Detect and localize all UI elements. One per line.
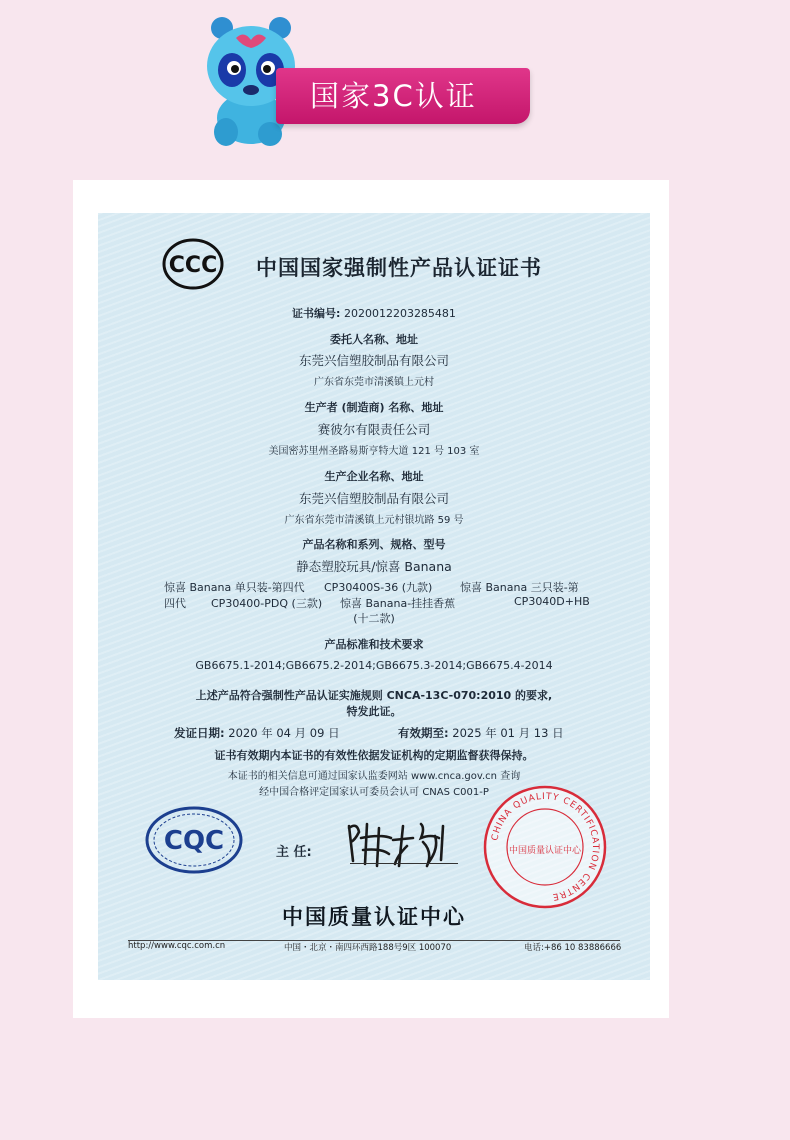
accreditation-note: 经中国合格评定国家认可委员会认可 CNAS C001-P [259,787,489,798]
svg-text:CCC: CCC [168,253,218,278]
standards-list: GB6675.1-2014;GB6675.2-2014;GB6675.3-2014;GB6675.4-2014 [195,659,553,672]
manufacturer-name: 赛彼尔有限责任公司 [317,422,431,437]
director-label: 主 任: [276,845,312,860]
certificate-number-row [98,305,650,321]
issue-date-label: 发证日期: [174,726,225,740]
badge-text: 国家3C认证 [310,79,477,113]
factory-name: 东莞兴信塑胶制品有限公司 [298,491,449,506]
svg-text:中国质量认证中心: 中国质量认证中心 [508,846,582,856]
validity-note: 证书有效期内本证书的有效性依据发证机构的定期监督获得保持。 [214,749,534,762]
model-text: CP3040D+HB [514,595,590,608]
model-text: CP30400-PDQ (三款) [211,597,323,610]
expiry-date-row [398,725,564,741]
expiry-date-label: 有效期至: [398,726,449,740]
manufacturer-heading: 生产者 (制造商) 名称、地址 [304,401,444,414]
expiry-date: 2025 年 01 月 13 日 [452,726,564,740]
applicant-name: 东莞兴信塑胶制品有限公司 [298,353,449,368]
svg-text:CHINA QUALITY CERTIFICATION CE: CHINA QUALITY CERTIFICATION CENTRE [490,791,601,902]
model-text: 惊喜 Banana 单只装-第四代 [164,581,305,594]
product-name: 静态塑胶玩具/惊喜 Banana [296,559,452,574]
factory-address: 广东省东莞市清溪镇上元村银坑路 59 号 [284,515,464,526]
footer-phone: 电话:+86 10 83886666 [524,943,622,953]
factory-heading: 生产企业名称、地址 [324,470,424,483]
ccc-logo-icon [162,238,224,290]
model-text: 惊喜 Banana-挂挂香蕉 [340,597,456,610]
applicant-heading: 委托人名称、地址 [330,333,418,346]
model-text: 四代 [164,597,186,610]
model-text: 惊喜 Banana 三只装-第 [460,581,579,594]
standards-heading: 产品标准和技术要求 [324,638,424,651]
footer-address: 中国・北京・南四环西路188号9区 100070 [284,943,452,953]
issuer-name: 中国质量认证中心 [282,905,466,929]
model-text: (十二款) [353,612,395,625]
model-text: CP30400S-36 (九款) [324,581,433,594]
certification-badge [276,68,530,124]
svg-text:CQC: CQC [163,826,225,856]
manufacturer-address: 美国密苏里州圣路易斯亨特大道 121 号 103 室 [268,446,480,457]
footer-url: http://www.cqc.com.cn [128,941,226,951]
signature-line [350,863,458,864]
conformity-statement-end: 特发此证。 [346,705,402,718]
cqc-logo-icon [144,805,244,875]
info-note: 本证书的相关信息可通过国家认监委网站 www.cnca.gov.cn 查询 [227,771,521,782]
number-label: 证书编号: [292,307,341,320]
certificate-number: 2020012203285481 [343,307,456,320]
certificate [98,213,650,980]
product-heading: 产品名称和系列、规格、型号 [302,538,446,551]
applicant-address: 广东省东莞市清溪镇上元村 [314,377,434,388]
certification-seal-icon [483,785,607,909]
issue-date-row [174,725,340,741]
certificate-title: 中国国家强制性产品认证证书 [256,256,542,280]
issue-date: 2020 年 04 月 09 日 [228,726,340,740]
conformity-statement: 上述产品符合强制性产品认证实施规则 CNCA-13C-070:2010 的要求, [195,689,553,702]
